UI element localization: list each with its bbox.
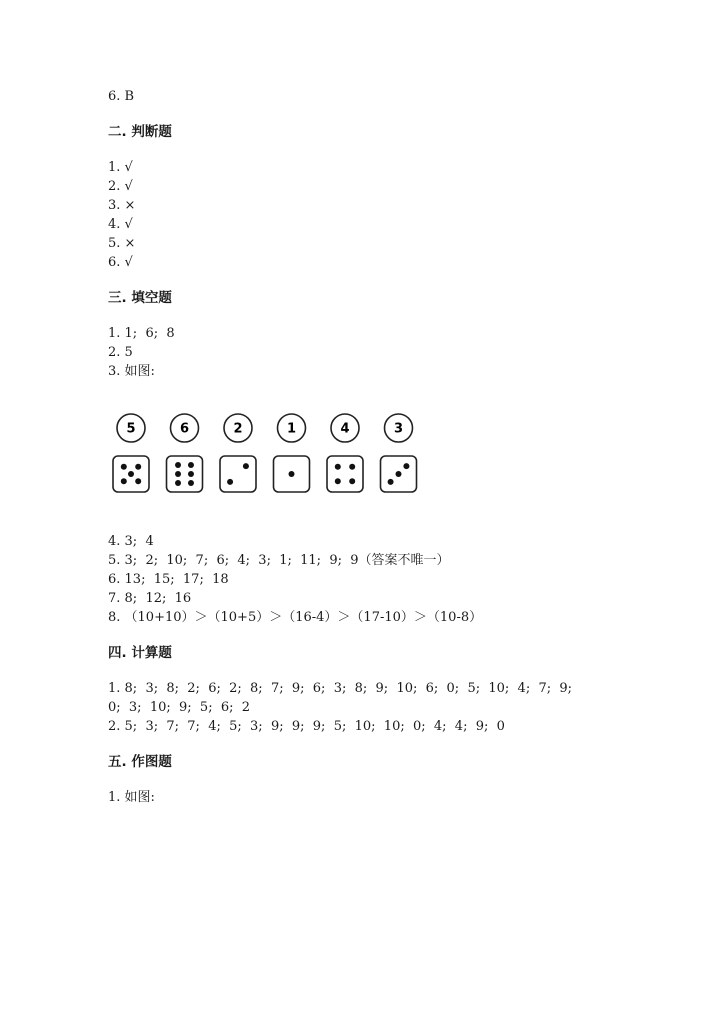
die-6: [381, 456, 417, 492]
number-circle-1: [117, 414, 145, 442]
die-1: [113, 456, 149, 492]
calc-item-1-cont: 0; 3; 10; 9; 5; 6; 2: [108, 700, 251, 715]
fill-item-6: 6. 13; 15; 17; 18: [108, 572, 229, 587]
die-pip: [175, 462, 181, 468]
section-title-draw: 五. 作图题: [108, 754, 172, 770]
die-pip: [188, 462, 194, 468]
number-circle-label: 2: [233, 421, 243, 437]
die-pip: [175, 471, 181, 477]
die-pip: [243, 463, 249, 469]
die-5: [327, 456, 363, 492]
number-circle-label: 5: [126, 421, 136, 437]
die-pip: [335, 478, 341, 484]
die-pip: [349, 478, 355, 484]
number-circle-label: 6: [179, 421, 190, 437]
calc-item-1: 1. 8; 3; 8; 2; 6; 2; 8; 7; 9; 6; 3; 8; 9; 10; 6; 0; 5; 10; 4; 7; 9;: [108, 681, 573, 696]
die-pip: [188, 471, 194, 477]
fill-item-3: 3. 如图:: [108, 364, 155, 379]
fill-item-1: 1. 1; 6; 8: [108, 326, 175, 341]
section-title-calc: 四. 计算题: [108, 645, 172, 661]
fill-item-2: 2. 5: [108, 345, 133, 360]
die-pip: [128, 471, 134, 477]
die-2: [167, 456, 203, 492]
top-answer: 6. B: [108, 89, 135, 104]
calc-item-2: 2. 5; 3; 7; 7; 4; 5; 3; 9; 9; 9; 5; 10; 10; 0; 4; 4; 9; 0: [108, 719, 505, 734]
number-circle-6: [385, 414, 413, 442]
section-title-judge: 二. 判断题: [108, 124, 172, 140]
judge-item-4: 4. √: [108, 217, 133, 232]
dice-figure: [108, 410, 418, 498]
judge-item-5: 5. ×: [108, 236, 136, 251]
judge-item-1: 1. √: [108, 160, 133, 175]
number-circle-3: [224, 414, 252, 442]
judge-item-3: 3. ×: [108, 198, 136, 213]
number-circle-label: 3: [393, 421, 404, 437]
fill-item-5: 5. 3; 2; 10; 7; 6; 4; 3; 1; 11; 9; 9（答案不唯一）: [108, 553, 450, 568]
number-circle-2: [171, 414, 199, 442]
fill-item-7: 7. 8; 12; 16: [108, 591, 192, 606]
die-pip: [188, 480, 194, 486]
judge-item-6: 6. √: [108, 255, 133, 270]
die-pip: [121, 478, 127, 484]
die-pip: [289, 471, 295, 477]
die-4: [274, 456, 310, 492]
number-circle-label: 1: [286, 421, 297, 437]
fill-item-4: 4. 3; 4: [108, 534, 154, 549]
die-pip: [335, 464, 341, 470]
number-circle-label: 4: [340, 421, 350, 437]
die-pip: [388, 479, 394, 485]
die-pip: [175, 480, 181, 486]
number-circle-4: [278, 414, 306, 442]
die-pip: [121, 464, 127, 470]
number-circle-5: [331, 414, 359, 442]
die-pip: [227, 479, 233, 485]
die-3: [220, 456, 256, 492]
die-pip: [135, 464, 141, 470]
die-pip: [396, 471, 402, 477]
section-title-fill: 三. 填空题: [108, 290, 172, 306]
judge-item-2: 2. √: [108, 179, 133, 194]
die-pip: [135, 478, 141, 484]
draw-item-1: 1. 如图:: [108, 790, 155, 805]
die-pip: [403, 463, 409, 469]
die-pip: [349, 464, 355, 470]
fill-item-8: 8. （10+10）＞（10+5）＞（16-4）＞（17-10）＞（10-8）: [108, 610, 483, 625]
